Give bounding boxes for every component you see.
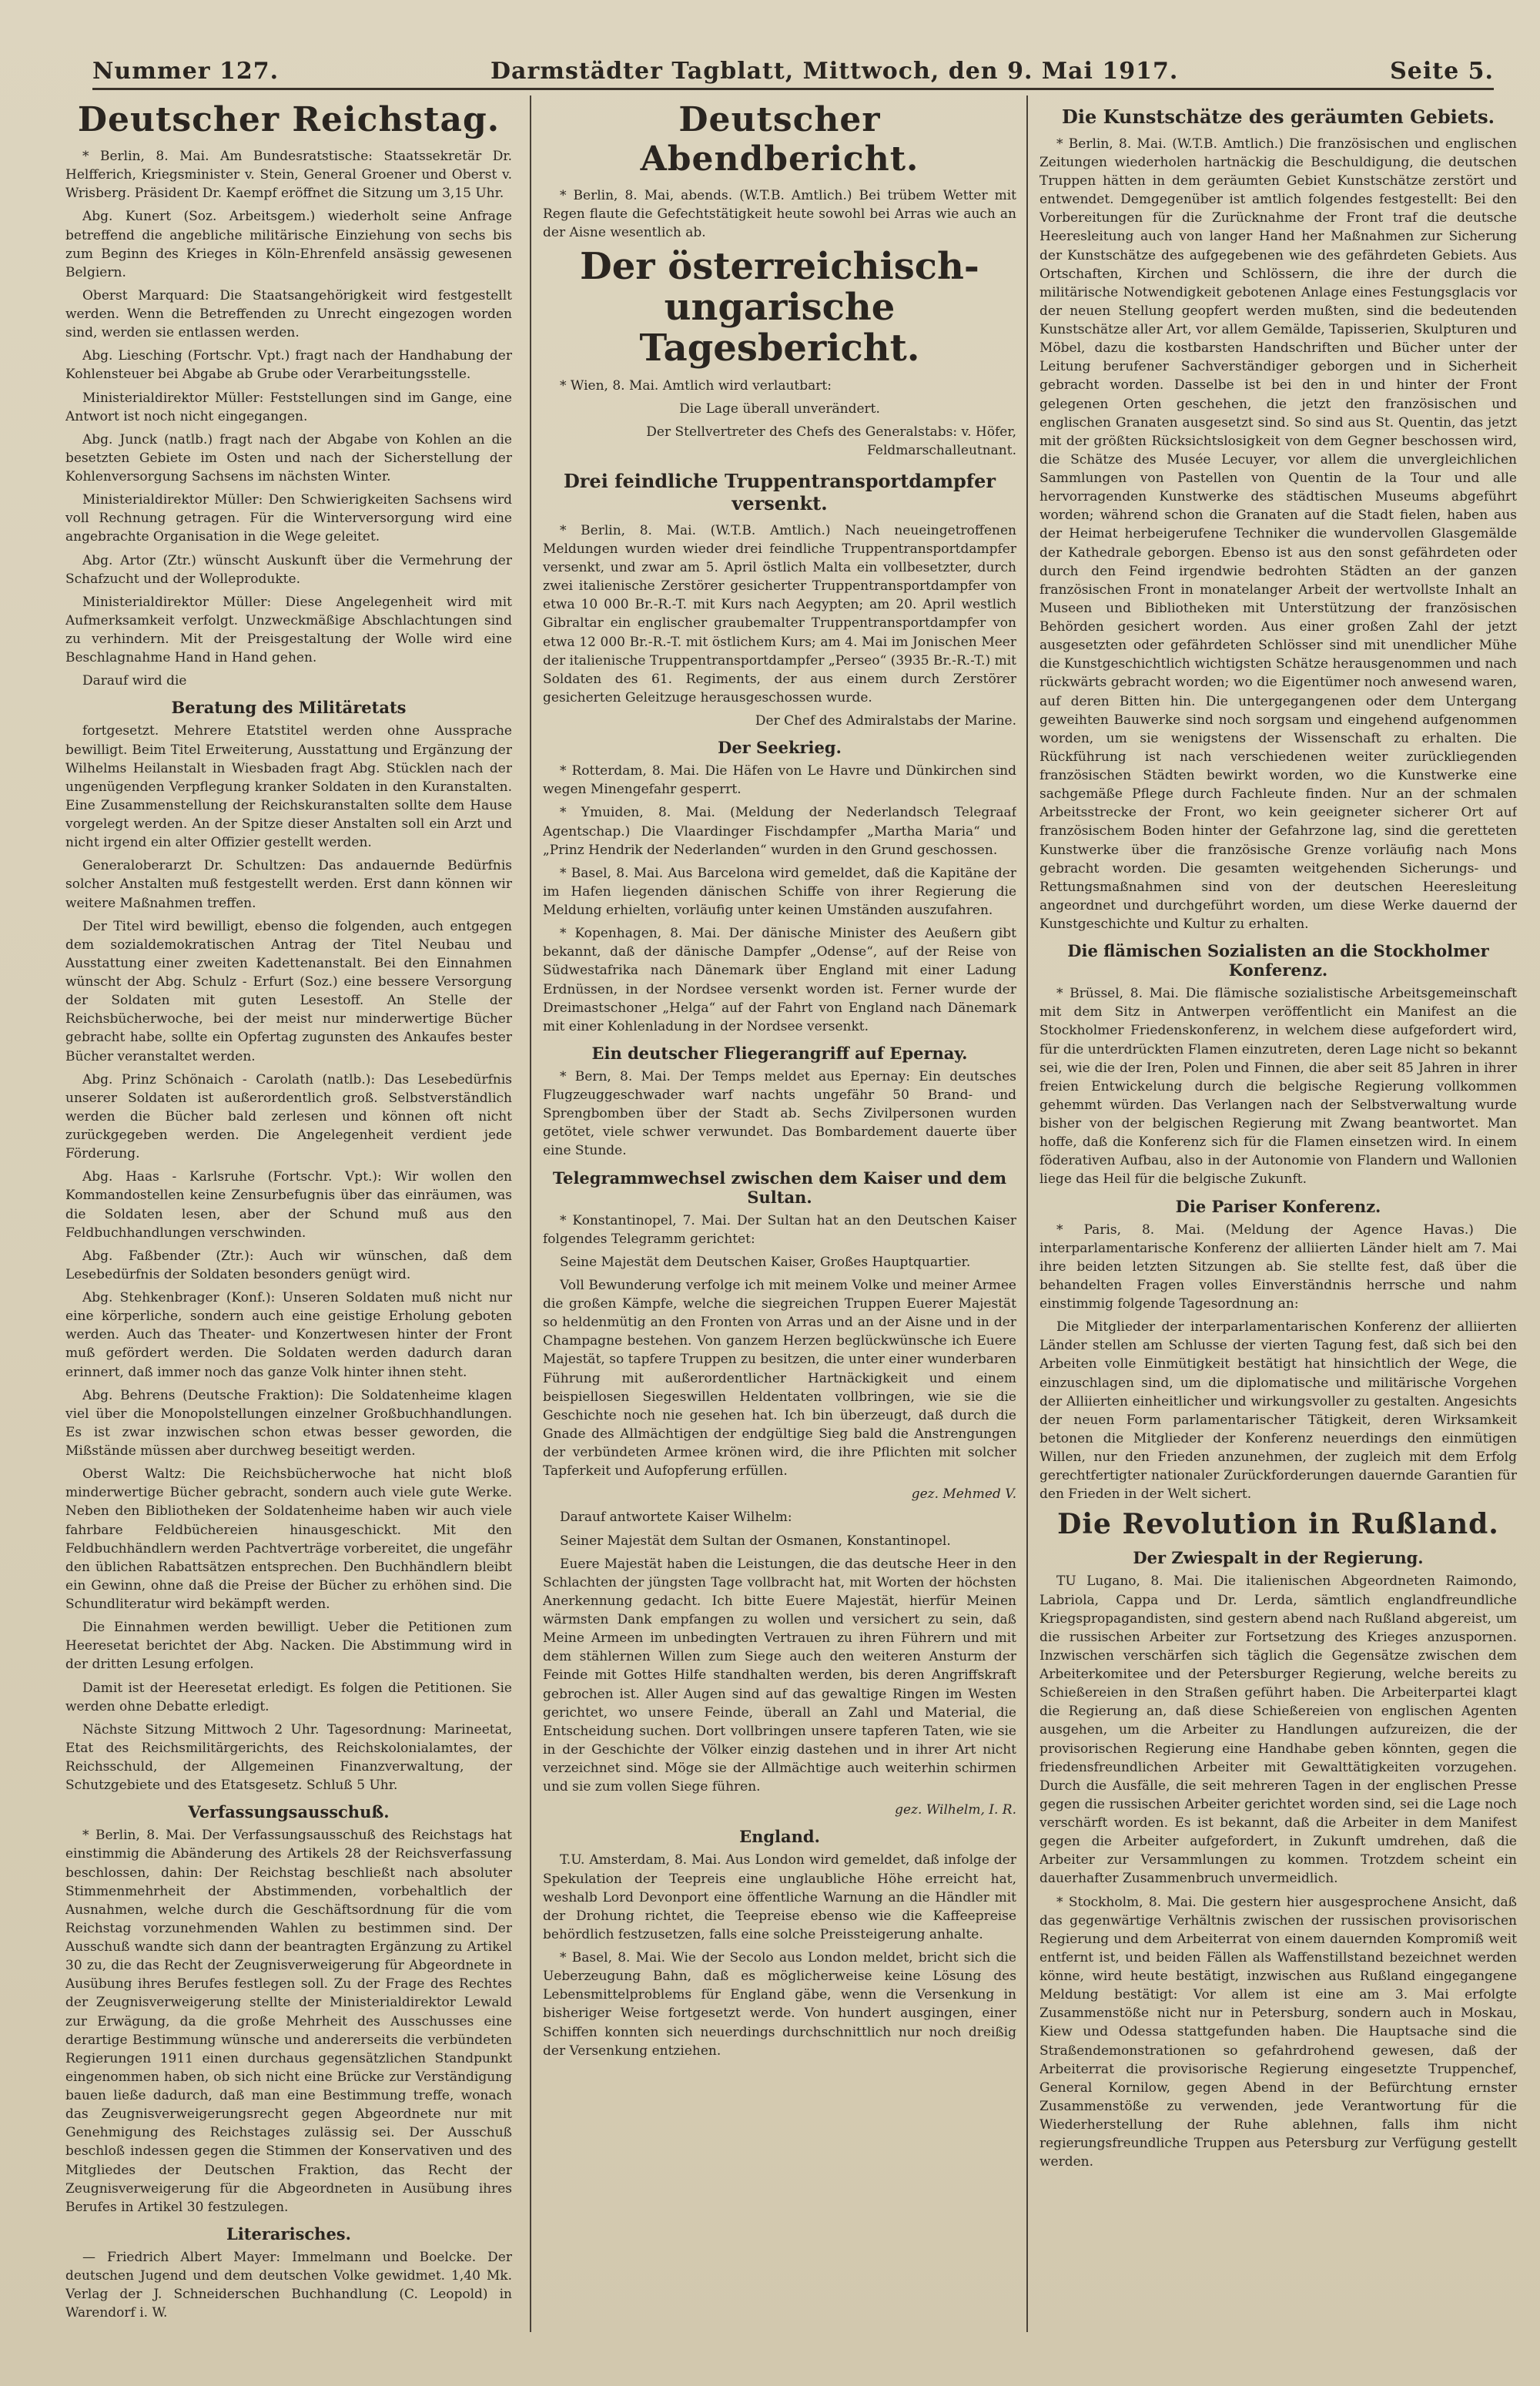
paragraph: * Berlin, 8. Mai. Am Bundesratstische: Staatssekretär Dr. Helfferich, Kriegsminister v. Stein, General Groener und Oberst v. Wrisberg. Präsident Dr. Kaempf eröffnet die Sitzung um 3,15 Uhr. (65, 149, 512, 202)
paragraph: Abg. Artor (Ztr.) wünscht Auskunft über die Vermehrung der Schafzucht und der Wolleprodukte. (65, 552, 512, 587)
column-rule (530, 96, 531, 2332)
paragraph: Die Einnahmen werden bewilligt. Ueber die Petitionen zum Heeresetat berichtet der Abg. Nacken. Die Abstimmung wird in der dritten Lesung erfolgen. (65, 1620, 512, 1673)
paragraph: * Berlin, 8. Mai. Der Verfassungsausschuß des Reichstags hat einstimmig die Abänderung des Artikels 28 der Reichsverfassung beschlossen, dahin: Der Reichstag beschließt nach absoluter Stimmenmehrheit der Abstimmenden, vorbehaltlich der Ausnahmen, welche durch die Geschäftsordnung für die vom Reichstag vorzunehmenden Wahlen zu bestimmen sind. Der Ausschuß wandte sich dann der beantragten Ergänzung zu Artikel 30 zu, die das Recht der Zeugnisverweigerung für Abgeordnete in Ausübung ihres Berufes festlegen soll. Zu der Frage des Rechtes der Zeugnisverweigerung stellte der Ministerialdirektor Lewald zur Erwägung, da die große Mehrheit des Ausschusses eine derartige Bestimmung wünsche und andererseits die verbündeten Regierungen 1911 einen durchaus gegensätzlichen Standpunkt eingenommen haben, ob sich nicht eine Brücke zur Verständigung bauen ließe dadurch, daß man eine Bestimmung treffe, wonach das Zeugnisverweigerungsrecht gegen Abgeordnete nur mit Genehmigung des Reichstages zulässig sei. Der Ausschuß beschloß indessen gegen die Stimmen der Konservativen und des Mitgliedes der Deutschen Fraktion, das Recht der Zeugnisverweigerung für die Abgeordneten in Ausübung ihres Berufes in Artikel 30 festzulegen. (65, 1828, 512, 2215)
paragraph: * Berlin, 8. Mai, abends. (W.T.B. Amtlich.) Bei trübem Wetter mit Regen flaute die Gefechtstätigkeit heute sowohl bei Arras wie auch an der Aisne wesentlich ab. (543, 188, 1016, 241)
paragraph: * Konstantinopel, 7. Mai. Der Sultan hat an den Deutschen Kaiser folgendes Telegramm gerichtet: (543, 1212, 1016, 1247)
paragraph: Voll Bewunderung verfolge ich mit meinem Volke und meiner Armee die großen Kämpfe, welche die siegreichen Truppen Euerer Majestät so heldenmütig an den Fronten von Arras und an der Aisne und in der Champagne bestehen. Von ganzem Herzen beglückwünsche ich Euere Majestät, so tapfere Truppen zu besitzen, die unter einer wunderbaren Führung mit außerordentlicher Hartnäckigkeit und einem beispiellosen Siegeswillen Heldentaten vollbringen, wie sie die Geschichte noch nie gesehen hat. Ich bin überzeugt, daß durch die Gnade des Allmächtigen der endgültige Sieg bald die Anstrengungen der verbündeten Armee krönen wird, die ihre Pflichten mit solcher Tapferkeit und Aufopferung erfüllen. (543, 1277, 1016, 1480)
section-heading: Die flämischen Sozialisten an die Stockholmer Konferenz. (1067, 941, 1489, 980)
paragraph: Ministerialdirektor Müller: Feststellungen sind im Gange, eine Antwort ist noch nicht eingegangen. (65, 390, 512, 424)
paragraph: * Bern, 8. Mai. Der Temps meldet aus Epernay: Ein deutsches Flugzeuggeschwader warf nachts ungefähr 50 Brand- und Sprengbomben über der Stadt ab. Sechs Zivilpersonen wurden getötet, viele schwer verwundet. Das Bombardement dauerte über eine Stunde. (543, 1068, 1016, 1159)
paragraph: Ministerialdirektor Müller: Diese Angelegenheit wird mit Aufmerksamkeit verfolgt. Unzweckmäßige Abschlachtungen sind zu verhindern. Mit der Preisgestaltung der Wolle wird eine Beschlagnahme Hand in Hand gehen. (65, 594, 512, 666)
section-heading: Verfassungsausschuß. (188, 1802, 390, 1822)
article-title: Deutscher Reichstag. (77, 100, 500, 139)
paragraph: * Rotterdam, 8. Mai. Die Häfen von Le Havre und Dünkirchen sind wegen Minengefahr gesperrt. (543, 763, 1016, 798)
signature-line: gez. Wilhelm, I. R. (895, 1802, 1016, 1818)
page-header (92, 54, 1494, 90)
paragraph: Oberst Marquard: Die Staatsangehörigkeit wird festgestellt werden. Wenn die Betreffenden zu Unrecht eingezogen worden sind, werden sie entlassen werden. (65, 287, 512, 341)
section-heading: Beratung des Militäretats (171, 698, 407, 718)
paragraph: Darauf wird die (82, 673, 187, 689)
paragraph: Damit ist der Heeresetat erledigt. Es folgen die Petitionen. Sie werden ohne Debatte erledigt. (65, 1680, 512, 1714)
column-rule (1026, 96, 1028, 2332)
signature-line: gez. Mehmed V. (911, 1486, 1016, 1503)
paragraph: Euere Majestät haben die Leistungen, die das deutsche Heer in den Schlachten der jüngsten Tage vollbracht hat, mit Worten der höchsten Anerkennung gedacht. Ich bitte Euere Majestät, hierfür Meinen wärmsten Dank empfangen zu wollen und versichert zu sein, daß Meine Armeen im unbedingten Vertrauen zu ihren Führern und mit dem stählernen Willen zum Siege auch den weiteren Ansturm der Feinde mit Gottes Hilfe standhalten werden, bis deren Angriffskraft gebrochen ist. Aller Augen sind auf das gewaltige Ringen im Westen gerichtet, wo unsere Feinde, überall an Zahl und Material, die Entscheidung suchen. Dort vollbringen unsere tapferen Taten, wie sie in der Geschichte der Völker einzig dastehen und in ihrer Art nicht verzeichnet sind. Möge sie der Allmächtige auch weiterhin schirmen und sie zum vollen Siege führen. (543, 1556, 1016, 1795)
paragraph: Abg. Liesching (Fortschr. Vpt.) fragt nach der Handhabung der Kohlensteuer bei Abgabe ab Grube oder Verarbeitungsstelle. (65, 348, 512, 383)
paragraph: Abg. Junck (natlb.) fragt nach der Abgabe von Kohlen an die besetzten Gebiete im Osten und nach der Sicherstellung der Kohlenversorgung Sachsens im nächsten Winter. (65, 431, 512, 484)
section-heading: England. (739, 1827, 820, 1847)
paragraph: * Stockholm, 8. Mai. Die gestern hier ausgesprochene Ansicht, daß das gegenwärtige Verhältnis zwischen der russischen provisorischen Regierung und dem Arbeiterrat von einem dauernden Kompromiß weit entfernt ist, und beiden Fällen als Waffenstillstand bezeichnet werden könne, wird heute bestätigt, inzwischen aus Rußland eingegangene Meldung bestätigt: Vor allem ist eine am 3. Mai erfolgte Zusammenstöße nicht nur in Petersburg, sondern auch in Moskau, Kiew und Odessa stattgefunden haben. Die Hauptsache sind die Straßendemonstrationen so gefahrdrohend gewesen, daß der Arbeiterrat die provisorische Regierung eingesetzte Truppenchef, General Kornilow, gegen Abend in der Befürchtung ernster Zusammenstöße zu verwenden, jede Verantwortung für die Wiederherstellung der Ruhe ablehnen, falls ihm nicht regierungsfreundliche Truppen aus Petersburg zur Verfügung gestellt werden. (1040, 1894, 1517, 2170)
paragraph: * Berlin, 8. Mai. (W.T.B. Amtlich.) Die französischen und englischen Zeitungen wiederholen hartnäckig die Beschuldigung, die deutschen Truppen hätten in dem geräumten Gebiet Kunstschätze zerstört und entwendet. Demgegenüber ist amtlich folgendes festgestellt: Bei den Vorbereitungen für die Zurücknahme der Front traf die deutsche Heeresleitung auch von langer Hand her Maßnahmen zur Sicherung der Kunstschätze des aufgegebenen wie des gefährdeten Gebiets. Aus Ortschaften, Kirchen und Schlössern, die ihre der durch die militärische Notwendigkeit gebotenen Anlage eines Festungsglacis vor der neuen Stellung geopfert werden mußten, sind die bedeutenden Kunstschätze aller Art, vor allem Gemälde, Tapisserien, Skulpturen und Möbel, dazu die kostbarsten Handschriften und Bücher unter der Leitung berufener Sachverständiger geborgen und in Sicherheit gebracht worden. Dasselbe ist bei den in und hinter der Front gelegenen Orten geschehen, die jetzt den französischen und englischen Granaten ausgesetzt sind. So sind aus St. Quentin, das jetzt mit der größten Rücksichtslosigkeit von dem Gegner beschossen wird, die Schätze des Musée Lecuyer, vor allem die unvergleichlichen Sammlungen von Pastellen von Quentin de la Tour und alle hervorragenden Kunstwerke des städtischen Museums abgeführt worden; während schon die Granaten auf die Stadt fielen, haben aus der Heimat herbeigerufene Techniker die wundervollen Glasgemälde der Kathedrale geborgen. Ebenso ist aus den sonst gefährdeten oder durch den Feind irgendwie bedrohten Städten an der ganzen französischen Front in monatelanger Arbeit der wertvollste Inhalt an Museen und Bibliotheken mit Unterstützung der französischen Behörden gesichert worden. Aus einer großen Zahl der jetzt ausgesetzten oder gefährdeten Schlösser sind mit unendlicher Mühe die Kunstgeschichtlich wichtigsten Schätze herausgenommen und nach rückwärts gebracht worden; wo die Eigentümer noch anwesend waren, auf deren Bitten hin. Die untergegangenen oder dem Untergang geweihten Bauwerke sind noch sorgsam und eingehend aufgenommen worden, um sie wenigstens der Wissenschaft zu erhalten. Die Rückführung ist nach verschiedenen weiter zurückliegenden französischen Städten bewirkt worden, wo die Kunstwerke eine sachgemäße Pflege durch Fachleute finden. Nur an der schmalen Arbeitsstrecke der Front, wo kein geeigneter sicherer Ort auf französischem Boden hinter der Gefahrzone lag, sind die geretteten Kunstwerke über die französische Grenze vorläufig nach Mons gebracht worden. Die gesamten weitgehenden Sicherungs- und Rettungsmaßnahmen sind von der deutschen Heeresleitung angeordnet und durchgeführt worden, um diese Werke dauernd der Kunstgeschichte und Kultur zu erhalten. (1040, 136, 1517, 933)
paragraph: Seine Majestät dem Deutschen Kaiser, Großes Hauptquartier. (560, 1254, 971, 1270)
paragraph: * Berlin, 8. Mai. (W.T.B. Amtlich.) Nach neueingetroffenen Meldungen wurden wieder drei feindliche Truppentransportdampfer versenkt, und zwar am 5. April östlich Malta ein vollbesetzter, durch zwei italienische Zerstörer gesicherter Truppentransportdampfer von etwa 10 000 Br.-R.-T. mit Kurs nach Aegypten; am 20. April westlich Gibraltar ein englischer graubemalter Truppentransportdampfer von etwa 12 000 Br.-R.-T. mit östlichem Kurs; am 4. Mai im Jonischen Meer der italienische Truppentransportdampfer „Perseo“ (3935 Br.-R.-T.) mit Soldaten des 61. Regiments, der aus einem durch Zerstörer gesicherten Geleitzuge herausgeschossen wurde. (543, 522, 1016, 705)
paragraph: Die Lage überall unverändert. (679, 400, 880, 417)
paragraph: — Friedrich Albert Mayer: Immelmann und Boelcke. Der deutschen Jugend und dem deutschen Volke gewidmet. 1,40 Mk. Verlag der J. Schneiderschen Buchhandlung (C. Leopold) in Warendorf i. W. (65, 2249, 512, 2321)
column-war-reports (543, 96, 1016, 2340)
paragraph: * Ymuiden, 8. Mai. (Meldung der Nederlandsch Telegraaf Agentschap.) Die Vlaardinger Fischdampfer „Martha Maria“ und „Prinz Hendrik der Nederlanden“ wurden in den Grund geschossen. (543, 805, 1016, 858)
column-reichstag (65, 96, 512, 2340)
article-title: Der österreichisch-ungarische Tagesbericht. (580, 245, 979, 370)
article-title: Die Kunstschätze des geräumten Gebiets. (1062, 106, 1495, 128)
paragraph: Abg. Behrens (Deutsche Fraktion): Die Soldatenheime klagen viel über die Monopolstellungen einzelner Großbuchhandlungen. Es ist zwar inzwischen schon etwas besser geworden, die Mißstände müssen aber durchweg beseitigt werden. (65, 1387, 512, 1459)
section-heading: Die Pariser Konferenz. (1175, 1196, 1381, 1216)
article-title: Die Revolution in Rußland. (1057, 1508, 1499, 1541)
paragraph: * Kopenhagen, 8. Mai. Der dänische Minister des Aeußern gibt bekannt, daß der dänische Dampfer „Odense“, auf der Reise von Südwestafrika nach Dänemark über England mit einer Ladung Erdnüssen, in der Nordsee versenkt worden ist. Ferner wurde der Dreimastschoner „Helga“ auf der Fahrt von England nach Dänemark mit einer Kohlenladung in der Nordsee versenkt. (543, 926, 1016, 1034)
paragraph: Abg. Kunert (Soz. Arbeitsgem.) wiederholt seine Anfrage betreffend die angebliche militärische Einziehung von sechs bis zum Beginn des Krieges in Köln-Ehrenfeld ansässig gewesenen Belgiern. (65, 209, 512, 280)
issue-number: Nummer 127. (92, 57, 280, 85)
paragraph: Nächste Sitzung Mittwoch 2 Uhr. Tagesordnung: Marineetat, Etat des Reichsmilitärgerichts, des Reichskolonialamtes, der Reichsschuld, der Allgemeinen Finanzverwaltung, der Schutzgebiete und des Etatsgesetz. Schluß 5 Uhr. (65, 1721, 512, 1794)
paragraph: Die Mitglieder der interparlamentarischen Konferenz der alliierten Länder stellen am Schlusse der vierten Tagung fest, daß sich bei den Arbeiten volle Einmütigkeit bestätigt hat hinsichtlich der Wege, die einzuschlagen sind, um die diplomatische und militärische Vorgehen der Alliierten einheitlicher und wirkungsvoller zu gestalten. Angesichts der neuen Form parlamentarischer Tätigkeit, deren Wirksamkeit betonen die Mitglieder der Konferenz neuerdings den einmütigen Willen, nur den Frieden anzunehmen, der zugleich mit dem Erfolg gerechtfertigter nationaler Zurückforderungen dauernde Garantien für den Frieden in der Welt sichert. (1040, 1319, 1517, 1503)
article-title: Drei feindliche Truppentransportdampfer versenkt. (563, 470, 996, 515)
paragraph: * Paris, 8. Mai. (Meldung der Agence Havas.) Die interparlamentarische Konferenz der alliierten Länder hielt am 7. Mai ihre beiden letzten Sitzungen ab. Sie stellte fest, daß über die behandelten Fragen volles Einverständnis herrsche und nahm einstimmig folgende Tagesordnung an: (1040, 1221, 1517, 1312)
paragraph: Ministerialdirektor Müller: Den Schwierigkeiten Sachsens wird voll Rechnung getragen. Für die Winterversorgung wird eine angebrachte Organisation in die Wege geleitet. (65, 492, 512, 545)
paragraph: * Basel, 8. Mai. Aus Barcelona wird gemeldet, daß die Kapitäne der im Hafen liegenden dänischen Schiffe von ihrer Regierung die Meldung erhielten, vorläufig unter keinen Umständen auszufahren. (543, 865, 1016, 919)
section-heading: Literarisches. (226, 2223, 351, 2244)
paragraph: fortgesetzt. Mehrere Etatstitel werden ohne Aussprache bewilligt. Beim Titel Erweiterung, Ausstattung und Ergänzung der Wilhelms Heilanstalt in Wiesbaden fragt Abg. Stücklen nach der ungenügenden Verpflegung kranker Soldaten in den Kuranstalten. Eine Zusammenstellung der Reichskuranstalten sollte dem Hause vorgelegt werden. An der Spitze dieser Anstalten soll ein Arzt und nicht irgend ein alter Offizier gestellt werden. (65, 723, 512, 851)
paragraph: Abg. Haas - Karlsruhe (Fortschr. Vpt.): Wir wollen den Kommandostellen keine Zensurbefugnis über das einräumen, was die Soldaten lesen, aber der Schund muß aus den Feldbuchhandlungen verschwinden. (65, 1169, 512, 1241)
signature-line: Der Chef des Admiralstabs der Marine. (755, 713, 1016, 729)
paragraph: * Brüssel, 8. Mai. Die flämische sozialistische Arbeitsgemeinschaft mit dem Sitz in Antwerpen veröffentlicht ein Manifest an die Stockholmer Friedenskonferenz, in welchem diese aufgefordert wird, für die unterdrückten Flamen einzutreten, deren Lage nicht so bekannt sei, wie die der Iren, Polen und Finnen, die aber seit 85 Jahren in ihrer freien Entwickelung durch die belgische Regierung vollkommen gehemmt würden. Das Verlangen nach der Selbstverwaltung wurde bisher von der belgischen Regierung mit Zwang beantwortet. Man hoffe, daß die Konferenz sich für die Flamen einsetzen wird. In einem föderativen Aufbau, also in der Autonomie von Flandern und Wallonien liege das Heil für die belgische Zukunft. (1040, 986, 1517, 1188)
column-miscellaneous (1040, 96, 1517, 2340)
paragraph: * Wien, 8. Mai. Amtlich wird verlautbart: (560, 377, 832, 394)
paragraph: * Basel, 8. Mai. Wie der Secolo aus London meldet, bricht sich die Ueberzeugung Bahn, daß es möglicherweise keine Lösung des Lebensmittelproblems für England gäbe, wenn die Versenkung in bisheriger Weise fortgesetzt werde. Von hundert ausgingen, einer Schiffen konnten sich neuerdings durchschnittlich nur noch dreißig der Versenkung entziehen. (543, 1950, 1016, 2059)
page-number: Seite 5. (1390, 57, 1494, 85)
paragraph: Der Titel wird bewilligt, ebenso die folgenden, auch entgegen dem sozialdemokratischen Antrag der Titel Neubau und Ausstattung einer zweiten Kadettenanstalt. Bei den Einnahmen wünscht der Abg. Schulz - Erfurt (Soz.) eine bessere Versorgung der Soldaten mit guten Lesestoff. An Stelle der Reichsbücherwoche, bei der meist nur minderwertige Bücher gebracht habe, sollte ein Opfertag zugunsten des Ankaufes bester Bücher veranstaltet werden. (65, 918, 512, 1064)
section-heading: Der Seekrieg. (718, 738, 842, 758)
paragraph: Oberst Waltz: Die Reichsbücherwoche hat nicht bloß minderwertige Bücher gebracht, sondern auch viele gute Werke. Neben den Bibliotheken der Soldatenheime haben wir auch viele fahrbare Feldbüchereien hinausgeschickt. Mit den Feldbuchhändlern werden Pachtverträge vorbereitet, die ungefähr den üblichen Rabattsätzen entsprechen. Den Buchhändlern bleibt ein Gewinn, ohne daß die Preise der Bücher zu erhöhen sind. Die Schundliteratur wird bekämpft werden. (65, 1466, 512, 1612)
section-heading: Telegrammwechsel zwischen dem Kaiser und dem Sultan. (552, 1168, 1007, 1207)
signature-line: Der Stellvertreter des Chefs des Generalstabs: v. Höfer, Feldmarschalleutnant. (646, 424, 1016, 459)
paragraph: TU Lugano, 8. Mai. Die italienischen Abgeordneten Raimondo, Labriola, Cappa und Dr. Lerda, sämtlich englandfreundliche Kriegspropagandisten, sind gestern abend nach Rußland abgereist, um die russischen Arbeiter zur Fortsetzung des Krieges anzuspornen. Inzwischen verschärfen sich täglich die Gegensätze zwischen dem Arbeiterkomitee und der Petersburger Regierung, welche bereits zu Schießereien in den Straßen geführt haben. Die Arbeiterpartei klagt die Regierung an, daß diese Schießereien von englischen Agenten ausgehen, um die Arbeiter zu Handlungen aufzureizen, die der provisorischen Regierung eine Handhabe geben könnten, gegen die friedensfreundlichen Arbeiter mit Gewalttätigkeiten vorzugehen. Durch die Ausfälle, die seit mehreren Tagen in der englischen Presse gegen die russischen Arbeiter gerichtet worden sind, sei die Lage noch verschärft worden. Es ist bekannt, daß die Arbeiter in dem Manifest gegen die Arbeiter aufgefordert, in Zukunft umdrehen, daß die Arbeiter zur Versammlungen zu kommen. Trotzdem scheint ein dauerhafter Zusammenbruch unvermeidlich. (1040, 1573, 1517, 1887)
paragraph: Darauf antwortete Kaiser Wilhelm: (560, 1510, 792, 1526)
paragraph: Abg. Prinz Schönaich - Carolath (natlb.): Das Lesebedürfnis unserer Soldaten ist außerordentlich groß. Selbstverständlich werden die Bücher bald zerlesen und können oft nicht zurückgegeben werden. Die Angelegenheit verdient jede Förderung. (65, 1071, 512, 1162)
paragraph: Abg. Stehkenbrager (Konf.): Unseren Soldaten muß nicht nur eine körperliche, sondern auch eine geistige Erholung geboten werden. Auch das Theater- und Konzertwesen hinter der Front muß gefördert werden. Die Soldaten werden dadurch daran erinnert, daß immer noch das ganze Volk hinter ihnen steht. (65, 1290, 512, 1380)
article-title: Deutscher Abendbericht. (640, 100, 919, 179)
paragraph: Seiner Majestät dem Sultan der Osmanen, Konstantinopel. (560, 1533, 951, 1549)
section-heading: Ein deutscher Fliegerangriff auf Epernay. (591, 1043, 968, 1063)
masthead-line: Darmstädter Tagblatt, Mittwoch, den 9. Mai 1917. (490, 57, 1179, 85)
paragraph: Generaloberarzt Dr. Schultzen: Das andauernde Bedürfnis solcher Anstalten muß festgestellt werden. Erst dann können wir weitere Maßnahmen treffen. (65, 858, 512, 911)
section-heading: Der Zwiespalt in der Regierung. (1133, 1548, 1424, 1568)
paragraph: Abg. Faßbender (Ztr.): Auch wir wünschen, daß dem Lesebedürfnis der Soldaten besonders genügt wird. (65, 1248, 512, 1282)
paragraph: T.U. Amsterdam, 8. Mai. Aus London wird gemeldet, daß infolge der Spekulation der Teepreis eine unglaubliche Höhe erreicht hat, weshalb Lord Devonport eine öffentliche Warnung an die Händler mit der Drohung richtet, die Teepreise ebenso wie die Kaffeepreise behördlich festzusetzen, falls eine solche Preissteigerung anhalte. (543, 1852, 1016, 1942)
